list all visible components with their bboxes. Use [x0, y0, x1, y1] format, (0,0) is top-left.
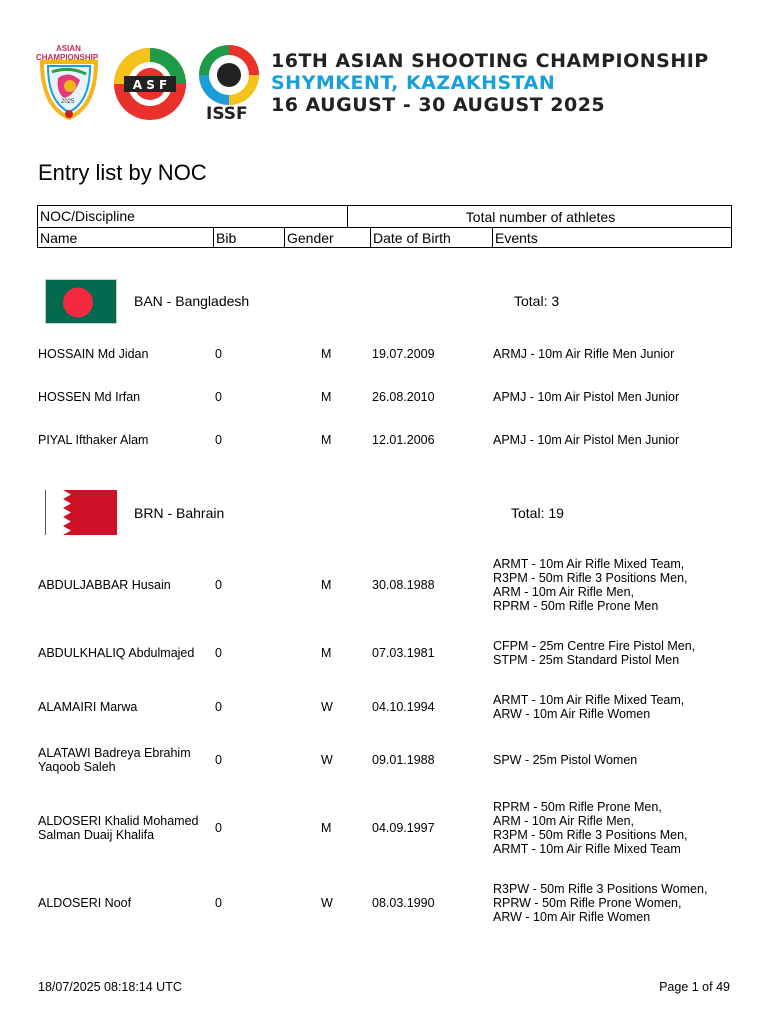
header-location: SHYMKENT, KAZAKHSTAN	[271, 72, 556, 94]
athlete-dob: 07.03.1981	[372, 646, 435, 660]
athlete-event: RPRM - 50m Rifle Prone Men	[493, 599, 659, 613]
athlete-event: R3PM - 50m Rifle 3 Positions Men,	[493, 571, 688, 585]
athlete-gender: M	[321, 347, 332, 361]
header-title: 16TH ASIAN SHOOTING CHAMPIONSHIP	[271, 50, 709, 72]
athlete-dob: 30.08.1988	[372, 578, 435, 592]
footer-page-number: Page 1 of 49	[659, 980, 730, 994]
athlete-bib: 0	[215, 753, 222, 767]
athlete-event: ARM - 10m Air Rifle Men,	[493, 585, 635, 599]
header-name: Name	[40, 230, 78, 246]
athlete-name: ALATAWI Badreya Ebrahim	[38, 746, 191, 760]
asian-championship-logo	[34, 44, 104, 122]
athlete-bib: 0	[215, 700, 222, 714]
athlete-name: ALDOSERI Noof	[38, 896, 132, 910]
athlete-dob: 09.01.1988	[372, 753, 435, 767]
athlete-gender: W	[321, 896, 333, 910]
athlete-name: HOSSEN Md Irfan	[38, 390, 141, 404]
athlete-name: ABDULKHALIQ Abdulmajed	[38, 646, 195, 660]
athlete-gender: M	[321, 578, 332, 592]
logo1-text-top: ASIAN	[56, 44, 81, 53]
svg-text:A S F: A S F	[132, 78, 168, 92]
athlete-name: ALAMAIRI Marwa	[38, 700, 138, 714]
athlete-name: HOSSAIN Md Jidan	[38, 347, 149, 361]
country-label-ban: BAN - Bangladesh	[134, 293, 250, 309]
header-dates: 16 AUGUST - 30 AUGUST 2025	[271, 94, 606, 116]
athlete-event: STPM - 25m Standard Pistol Men	[493, 653, 680, 667]
country-total-brn: Total: 19	[511, 505, 564, 521]
header-dob: Date of Birth	[373, 230, 451, 246]
athlete-gender: M	[321, 821, 332, 835]
athlete-gender: W	[321, 753, 333, 767]
athlete-event: ARMT - 10m Air Rifle Mixed Team	[493, 842, 681, 856]
athlete-event: RPRM - 50m Rifle Prone Men,	[493, 800, 662, 814]
table-header	[37, 205, 732, 248]
athlete-bib: 0	[215, 821, 222, 835]
athlete-event: ARW - 10m Air Rifle Women	[493, 707, 651, 721]
asia-shooting-logo	[110, 46, 190, 122]
athlete-bib: 0	[215, 390, 222, 404]
athlete-event: ARMT - 10m Air Rifle Mixed Team,	[493, 557, 685, 571]
header-events: Events	[495, 230, 538, 246]
country-label-brn: BRN - Bahrain	[134, 505, 225, 521]
logo3-text: ISSF	[206, 104, 248, 124]
athlete-event: RPRW - 50m Rifle Prone Women,	[493, 896, 682, 910]
page-title: Entry list by NOC	[38, 160, 207, 185]
athlete-gender: M	[321, 646, 332, 660]
athlete-bib: 0	[215, 646, 222, 660]
bahrain-flag	[45, 490, 117, 535]
header-total-athletes: Total number of athletes	[465, 209, 616, 225]
athlete-dob: 26.08.2010	[372, 390, 435, 404]
bangladesh-flag	[45, 279, 117, 324]
header-noc-discipline: NOC/Discipline	[40, 208, 135, 224]
header-bib: Bib	[216, 230, 237, 246]
athlete-event: ARW - 10m Air Rifle Women	[493, 910, 651, 924]
athlete-gender: M	[321, 433, 332, 447]
athlete-event: ARMT - 10m Air Rifle Mixed Team,	[493, 693, 685, 707]
athlete-name: Salman Duaij Khalifa	[38, 828, 155, 842]
athlete-gender: W	[321, 700, 333, 714]
logo1-year: 2025	[61, 99, 75, 105]
athlete-gender: M	[321, 390, 332, 404]
footer-timestamp: 18/07/2025 08:18:14 UTC	[38, 980, 182, 994]
athlete-dob: 12.01.2006	[372, 433, 435, 447]
athlete-dob: 04.09.1997	[372, 821, 435, 835]
athlete-event: R3PW - 50m Rifle 3 Positions Women,	[493, 882, 708, 896]
athlete-event: SPW - 25m Pistol Women	[493, 753, 638, 767]
athlete-bib: 0	[215, 896, 222, 910]
athlete-bib: 0	[215, 433, 222, 447]
athlete-dob: 08.03.1990	[372, 896, 435, 910]
athlete-event: APMJ - 10m Air Pistol Men Junior	[493, 433, 680, 447]
athlete-event: ARM - 10m Air Rifle Men,	[493, 814, 635, 828]
athlete-bib: 0	[215, 578, 222, 592]
athlete-bib: 0	[215, 347, 222, 361]
athlete-dob: 19.07.2009	[372, 347, 435, 361]
athlete-event: APMJ - 10m Air Pistol Men Junior	[493, 390, 680, 404]
logo1-text-mid: CHAMPIONSHIP	[36, 53, 99, 62]
athlete-name: Yaqoob Saleh	[38, 760, 116, 774]
issf-logo	[196, 44, 264, 124]
athlete-name: ABDULJABBAR Husain	[38, 578, 171, 592]
header-gender: Gender	[287, 230, 334, 246]
country-total-ban: Total: 3	[514, 293, 560, 309]
athlete-name: PIYAL Ifthaker Alam	[38, 433, 149, 447]
athlete-event: R3PM - 50m Rifle 3 Positions Men,	[493, 828, 688, 842]
athlete-dob: 04.10.1994	[372, 700, 435, 714]
athlete-event: ARMJ - 10m Air Rifle Men Junior	[493, 347, 675, 361]
athlete-name: ALDOSERI Khalid Mohamed	[38, 814, 199, 828]
athlete-event: CFPM - 25m Centre Fire Pistol Men,	[493, 639, 696, 653]
